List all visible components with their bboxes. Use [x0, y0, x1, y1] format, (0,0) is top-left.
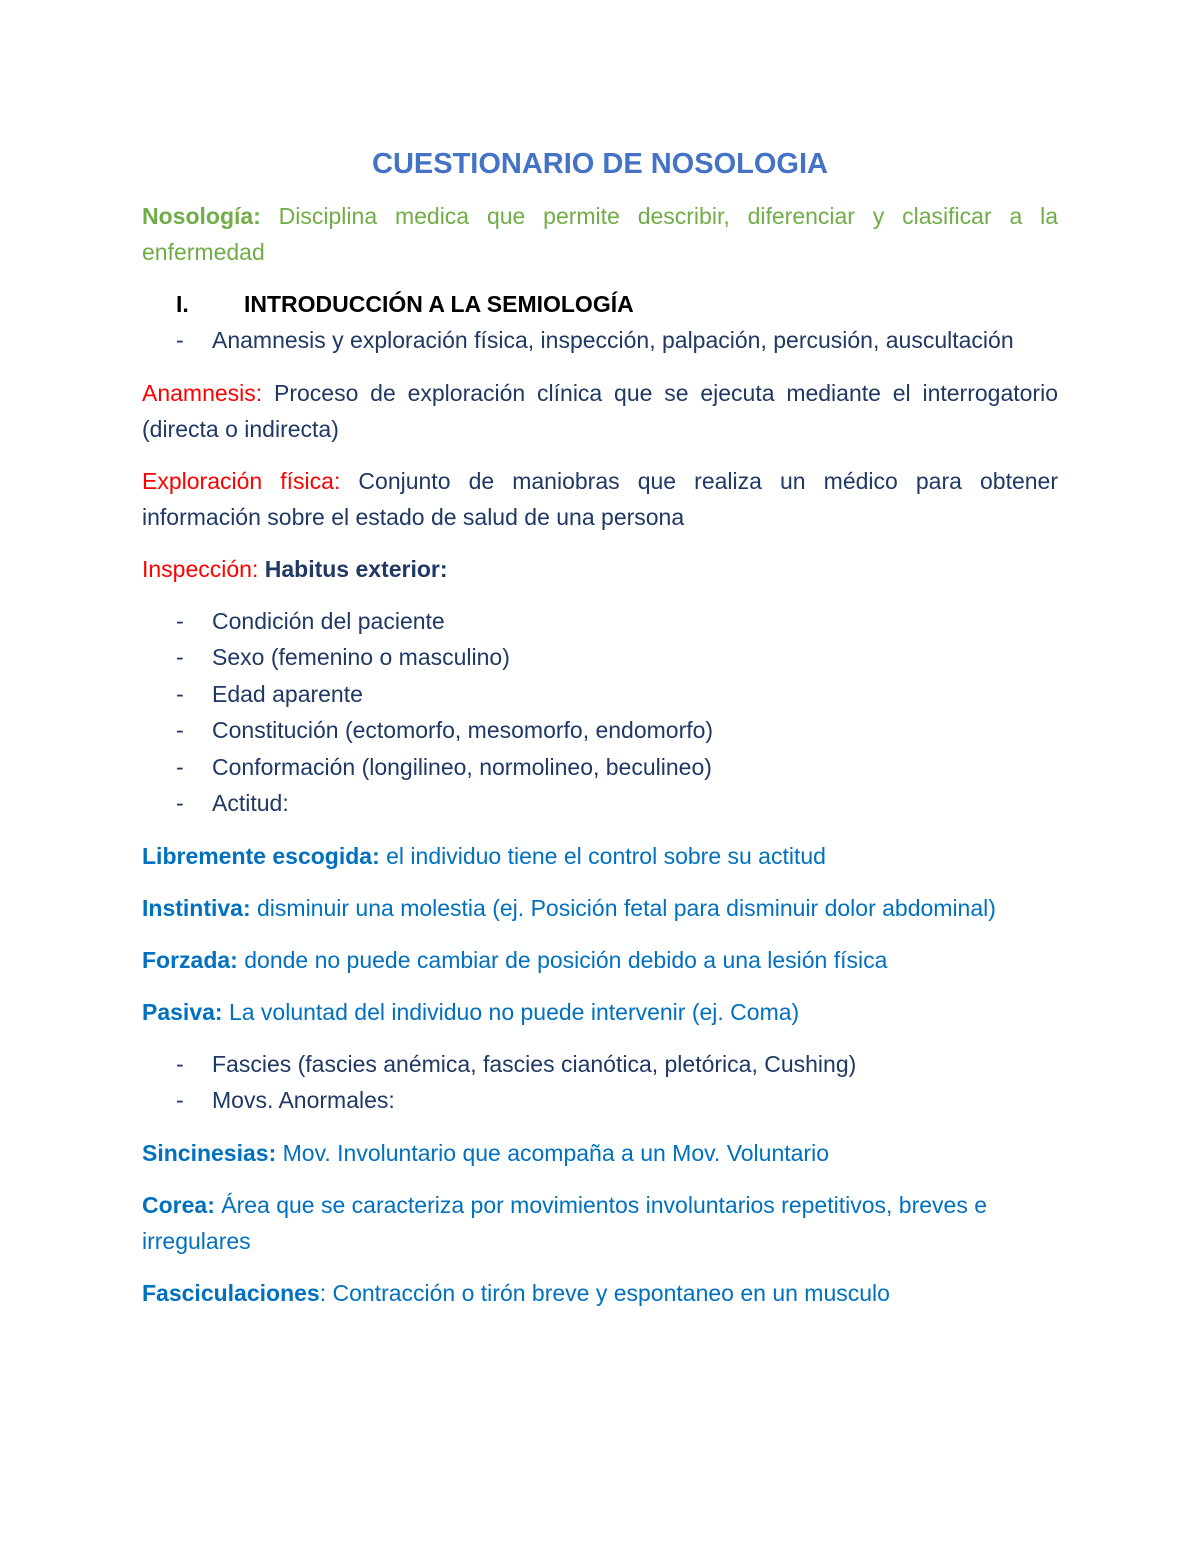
section-title: INTRODUCCIÓN A LA SEMIOLOGÍA	[244, 291, 634, 317]
definition-exploracion: Conjunto de maniobras que realiza un médico para obtener información sobre el estado de salud de una persona	[142, 467, 1059, 530]
list-item-text: Movs. Anormales:	[212, 1087, 395, 1113]
dash-bullet: -	[176, 607, 184, 634]
list-item	[142, 639, 1058, 676]
definition-instintiva: disminuir una molestia (ej. Posición fetal para disminuir dolor abdominal)	[250, 894, 996, 921]
list-item-text: Edad aparente	[212, 680, 363, 707]
dash-bullet: -	[176, 680, 184, 707]
paragraph-libremente	[142, 838, 1058, 874]
section1-list	[142, 322, 1058, 359]
definition-libremente: el individuo tiene el control sobre su actitud	[379, 842, 826, 869]
term-sincinesias: Sincinesias:	[142, 1139, 277, 1166]
list-item	[142, 1082, 1058, 1119]
list-item	[142, 712, 1058, 749]
term-forzada: Forzada:	[142, 946, 238, 973]
list-item	[142, 749, 1058, 786]
list-item	[142, 1046, 1058, 1083]
definition-pasiva: La voluntad del individuo no puede intervenir (ej. Coma)	[222, 998, 800, 1025]
dash-bullet: -	[176, 644, 184, 670]
dash-bullet: -	[176, 327, 184, 353]
page-title: CUESTIONARIO DE NOSOLOGIA	[372, 148, 828, 180]
paragraph-forzada	[142, 942, 1058, 978]
term-nosologia: Nosología:	[142, 203, 261, 229]
dash-bullet: -	[176, 753, 184, 780]
definition-corea: Área que se caracteriza por movimientos involuntarios repetitivos, breves e irregulares	[142, 1191, 987, 1254]
dash-bullet: -	[176, 1050, 184, 1077]
list-item-text: Conformación (longilineo, normolineo, beculineo)	[212, 753, 712, 780]
list-item-text: Condición del paciente	[212, 607, 445, 634]
list-item	[142, 603, 1058, 640]
paragraph-corea	[142, 1187, 1058, 1259]
habitus-list	[142, 603, 1058, 822]
paragraph-sincinesias	[142, 1135, 1058, 1171]
paragraph-pasiva	[142, 994, 1058, 1030]
paragraph-fasciculaciones	[142, 1275, 1058, 1311]
subterm-habitus: Habitus exterior:	[264, 555, 448, 582]
paragraph-inspeccion	[142, 551, 1058, 587]
list-item-text: Actitud:	[212, 790, 289, 816]
fascies-list	[142, 1046, 1058, 1119]
definition-sincinesias: Mov. Involuntario que acompaña a un Mov. Voluntario	[276, 1139, 829, 1166]
list-item	[142, 322, 1058, 359]
paragraph-exploracion	[142, 463, 1058, 535]
term-corea: Corea:	[142, 1191, 215, 1218]
definition-forzada: donde no puede cambiar de posición debido a una lesión física	[237, 946, 888, 973]
dash-bullet: -	[176, 717, 184, 743]
dash-bullet: -	[176, 1087, 184, 1113]
term-pasiva: Pasiva:	[142, 998, 223, 1025]
list-item-text: Sexo (femenino o masculino)	[212, 644, 510, 670]
definition-nosologia: Disciplina medica que permite describir, diferenciar y clasificar a la enfermedad	[142, 203, 1058, 265]
section-number: I.	[176, 291, 189, 317]
list-item-text: Fascies (fascies anémica, fascies cianótica, pletórica, Cushing)	[212, 1050, 857, 1077]
paragraph-nosologia	[142, 198, 1058, 270]
section-heading-1	[142, 286, 1058, 322]
definition-anamnesis: Proceso de exploración clínica que se ejecuta mediante el interrogatorio (directa o indirecta)	[142, 379, 1058, 442]
term-inspeccion: Inspección:	[142, 555, 259, 582]
term-anamnesis: Anamnesis:	[142, 379, 263, 406]
list-item	[142, 676, 1058, 713]
paragraph-instintiva	[142, 890, 1058, 926]
dash-bullet: -	[176, 790, 184, 816]
definition-fasciculaciones: : Contracción o tirón breve y espontaneo en un musculo	[319, 1279, 890, 1306]
paragraph-anamnesis	[142, 375, 1058, 447]
term-instintiva: Instintiva:	[142, 894, 251, 921]
term-fasciculaciones: Fasciculaciones	[142, 1279, 320, 1306]
list-item-text: Anamnesis y exploración física, inspección, palpación, percusión, auscultación	[212, 327, 1014, 353]
term-libremente: Libremente escogida:	[142, 842, 380, 869]
list-item	[142, 785, 1058, 822]
term-exploracion: Exploración física:	[142, 467, 341, 494]
list-item-text: Constitución (ectomorfo, mesomorfo, endomorfo)	[212, 717, 714, 743]
